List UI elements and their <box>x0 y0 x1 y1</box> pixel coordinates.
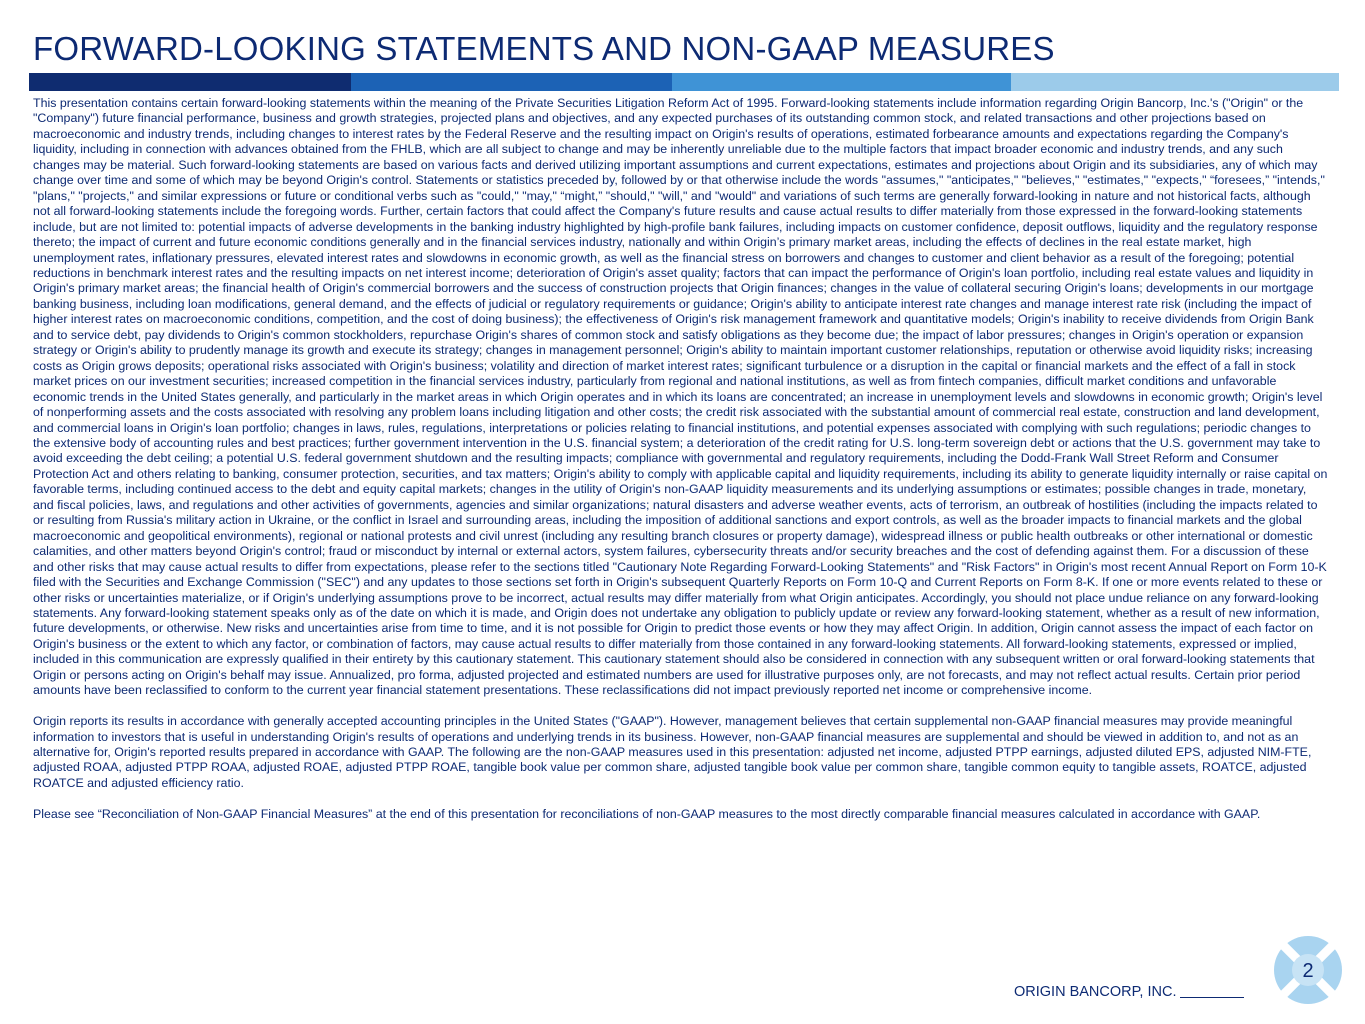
color-bar-segment-medium-blue <box>672 73 1011 91</box>
color-bar-segment-navy <box>29 73 351 91</box>
disclaimer-body <box>33 96 1329 838</box>
footer-company-name <box>1014 984 1244 1000</box>
title-color-bar <box>29 73 1339 91</box>
forward-looking-paragraph: This presentation contains certain forward-looking statements within the meaning of the Private Securities Litigation Reform Act of 1995. Forward-looking statements include information regarding Origin Bancorp, Inc.'s ("Origin" or the "Company") future financial performance, business and growth strategies, projected plans and objectives, and any expected purchases of its outstanding common stock, and related transactions and other projections based on macroeconomic and industry trends, including changes to interest rates by the Federal Reserve and the resulting impact on Origin's results of operations, estimated forbearance amounts and expectations regarding the Company's liquidity, including in connection with advances obtained from the FHLB, which are all subject to change and may be inherently unreliable due to the multiple factors that impact broader economic and industry trends, and any such changes may be material. Such forward-looking statements are based on various facts and derived utilizing important assumptions and current expectations, estimates and projections about Origin and its subsidiaries, any of which may change over time and some of which may be beyond Origin's control. Statements or statistics preceded by, followed by or that otherwise include the words "assumes," "anticipates," "believes," "estimates," "expects," “foresees,” "intends," "plans," "projects," and similar expressions or future or conditional verbs such as "could," "may," “might,” "should," "will," and "would" and variations of such terms are generally forward-looking in nature and not historical facts, although not all forward-looking statements include the foregoing words. Further, certain factors that could affect the Company's future results and cause actual results to differ materially from those expressed in the forward-looking statements include, but are not limited to: potential impacts of adverse developments in the banking industry highlighted by high-profile bank failures, including impacts on customer confidence, deposit outflows, liquidity and the regulatory response thereto; the impact of current and future economic conditions generally and in the financial services industry, nationally and within Origin’s primary market areas, including the effects of declines in the real estate market, high unemployment rates, inflationary pressures, elevated interest rates and slowdowns in economic growth, as well as the financial stress on borrowers and changes to customer and client behavior as a result of the foregoing; potential reductions in benchmark interest rates and the resulting impacts on net interest income; deterioration of Origin's asset quality; factors that can impact the performance of Origin's loan portfolio, including real estate values and liquidity in Origin's primary market areas; the financial health of Origin's commercial borrowers and the success of construction projects that Origin finances; changes in the value of collateral securing Origin's loans; developments in our mortgage banking business, including loan modifications, general demand, and the effects of judicial or regulatory requirements or guidance; Origin's ability to anticipate interest rate changes and manage interest rate risk (including the impact of higher interest rates on macroeconomic conditions, competition, and the cost of doing business); the effectiveness of Origin's risk management framework and quantitative models; Origin's inability to receive dividends from Origin Bank and to service debt, pay dividends to Origin's common stockholders, repurchase Origin's shares of common stock and satisfy obligations as they become due; the impact of labor pressures; changes in Origin's operation or expansion strategy or Origin's ability to prudently manage its growth and execute its strategy; changes in management personnel; Origin's ability to maintain important customer relationships, reputation or otherwise avoid liquidity risks; increasing costs as Origin grows deposits; operational risks associated with Origin's business; volatility and direction of market interest rates; significant turbulence or a disruption in the capital or financial markets and the effect of a fall in stock market prices on our investment securities; increased competition in the financial services industry, particularly from regional and national institutions, as well as from fintech companies, difficult market conditions and unfavorable economic trends in the United States generally, and particularly in the market areas in which Origin operates and in which its loans are concentrated; an increase in unemployment levels and slowdowns in economic growth; Origin's level of nonperforming assets and the costs associated with resolving any problem loans including litigation and other costs; the credit risk associated with the substantial amount of commercial real estate, construction and land development, and commercial loans in Origin's loan portfolio; changes in laws, rules, regulations, interpretations or policies relating to financial institutions, and potential expenses associated with complying with such regulations; periodic changes to the extensive body of accounting rules and best practices; further government intervention in the U.S. financial system; a deterioration of the credit rating for U.S. long-term sovereign debt or actions that the U.S. government may take to avoid exceeding the debt ceiling; a potential U.S. federal government shutdown and the resulting impacts; compliance with governmental and regulatory requirements, including the Dodd-Frank Wall Street Reform and Consumer Protection Act and others relating to banking, consumer protection, securities, and tax matters; Origin's ability to comply with applicable capital and liquidity requirements, including its ability to generate liquidity internally or raise capital on favorable terms, including continued access to the debt and equity capital markets; changes in the utility of Origin's non-GAAP liquidity measurements and its underlying assumptions or estimates; possible changes in trade, monetary, and fiscal policies, laws, and regulations and other activities of governments, agencies and similar organizations; natural disasters and adverse weather events, acts of terrorism, an outbreak of hostilities (including the impacts related to or resulting from Russia's military action in Ukraine, or the conflict in Israel and surrounding areas, including the imposition of additional sanctions and export controls, as well as the broader impacts to financial markets and the global macroeconomic and geopolitical environments), regional or national protests and civil unrest (including any resulting branch closures or property damage), widespread illness or public health outbreaks or other international or domestic calamities, and other matters beyond Origin's control; fraud or misconduct by internal or external actors, system failures, cybersecurity threats and/or security breaches and the cost of defending against them. For a discussion of these and other risks that may cause actual results to differ from expectations, please refer to the sections titled "Cautionary Note Regarding Forward-Looking Statements" and "Risk Factors" in Origin's most recent Annual Report on Form 10-K filed with the Securities and Exchange Commission ("SEC") and any updates to those sections set forth in Origin's subsequent Quarterly Reports on Form 10-Q and Current Reports on Form 8-K. If one or more events related to these or other risks or uncertainties materialize, or if Origin's underlying assumptions prove to be incorrect, actual results may differ materially from what Origin anticipates. Accordingly, you should not place undue reliance on any forward-looking statements. Any forward-looking statement speaks only as of the date on which it is made, and Origin does not undertake any obligation to publicly update or review any forward-looking statement, whether as a result of new information, future developments, or otherwise. New risks and uncertainties arise from time to time, and it is not possible for Origin to predict those events or how they may affect Origin. In addition, Origin cannot assess the impact of each factor on Origin's business or the extent to which any factor, or combination of factors, may cause actual results to differ materially from those contained in any forward-looking statements. All forward-looking statements, expressed or implied, included in this communication are expressly qualified in their entirety by this cautionary statement. This cautionary statement should also be considered in connection with any subsequent written or oral forward-looking statements that Origin or persons acting on Origin's behalf may issue. Annualized, pro forma, adjusted projected and estimated numbers are used for illustrative purposes only, are not forecasts, and may not reflect actual results. Certain prior period amounts have been reclassified to conform to the current year financial statement presentations. These reclassifications did not impact previously reported net income or comprehensive income. <box>33 96 1328 698</box>
non-gaap-paragraph: Origin reports its results in accordance with generally accepted accounting principles in the United States ("GAAP"). However, management believes that certain supplemental non-GAAP financial measures may provide meaningful information to investors that is useful in understanding Origin's results of operations and underlying trends in its business. However, non-GAAP financial measures are supplemental and should be viewed in addition to, and not as an alternative for, Origin's reported results prepared in accordance with GAAP. The following are the non-GAAP measures used in this presentation: adjusted net income, adjusted PTPP earnings, adjusted diluted EPS, adjusted NIM-FTE, adjusted ROAA, adjusted PTPP ROAA, adjusted ROAE, adjusted PTPP ROAE, tangible book value per common share, adjusted tangible book value per common share, tangible common equity to tangible assets, ROATCE, adjusted ROATCE and adjusted efficiency ratio. <box>33 714 1312 790</box>
reconciliation-paragraph: Please see “Reconciliation of Non-GAAP Financial Measures” at the end of this presentation for reconciliations of non-GAAP measures to the most directly comparable financial measures calculated in accordance with GAAP. <box>33 806 1261 821</box>
page-title: FORWARD-LOOKING STATEMENTS AND NON-GAAP MEASURES <box>33 30 1055 67</box>
color-bar-segment-blue <box>351 73 672 91</box>
company-name-text: ORIGIN BANCORP, INC. <box>1014 984 1177 1000</box>
footer-underline <box>1180 997 1244 998</box>
page-number: 2 <box>1302 960 1314 982</box>
color-bar-segment-light-blue <box>1011 73 1339 91</box>
